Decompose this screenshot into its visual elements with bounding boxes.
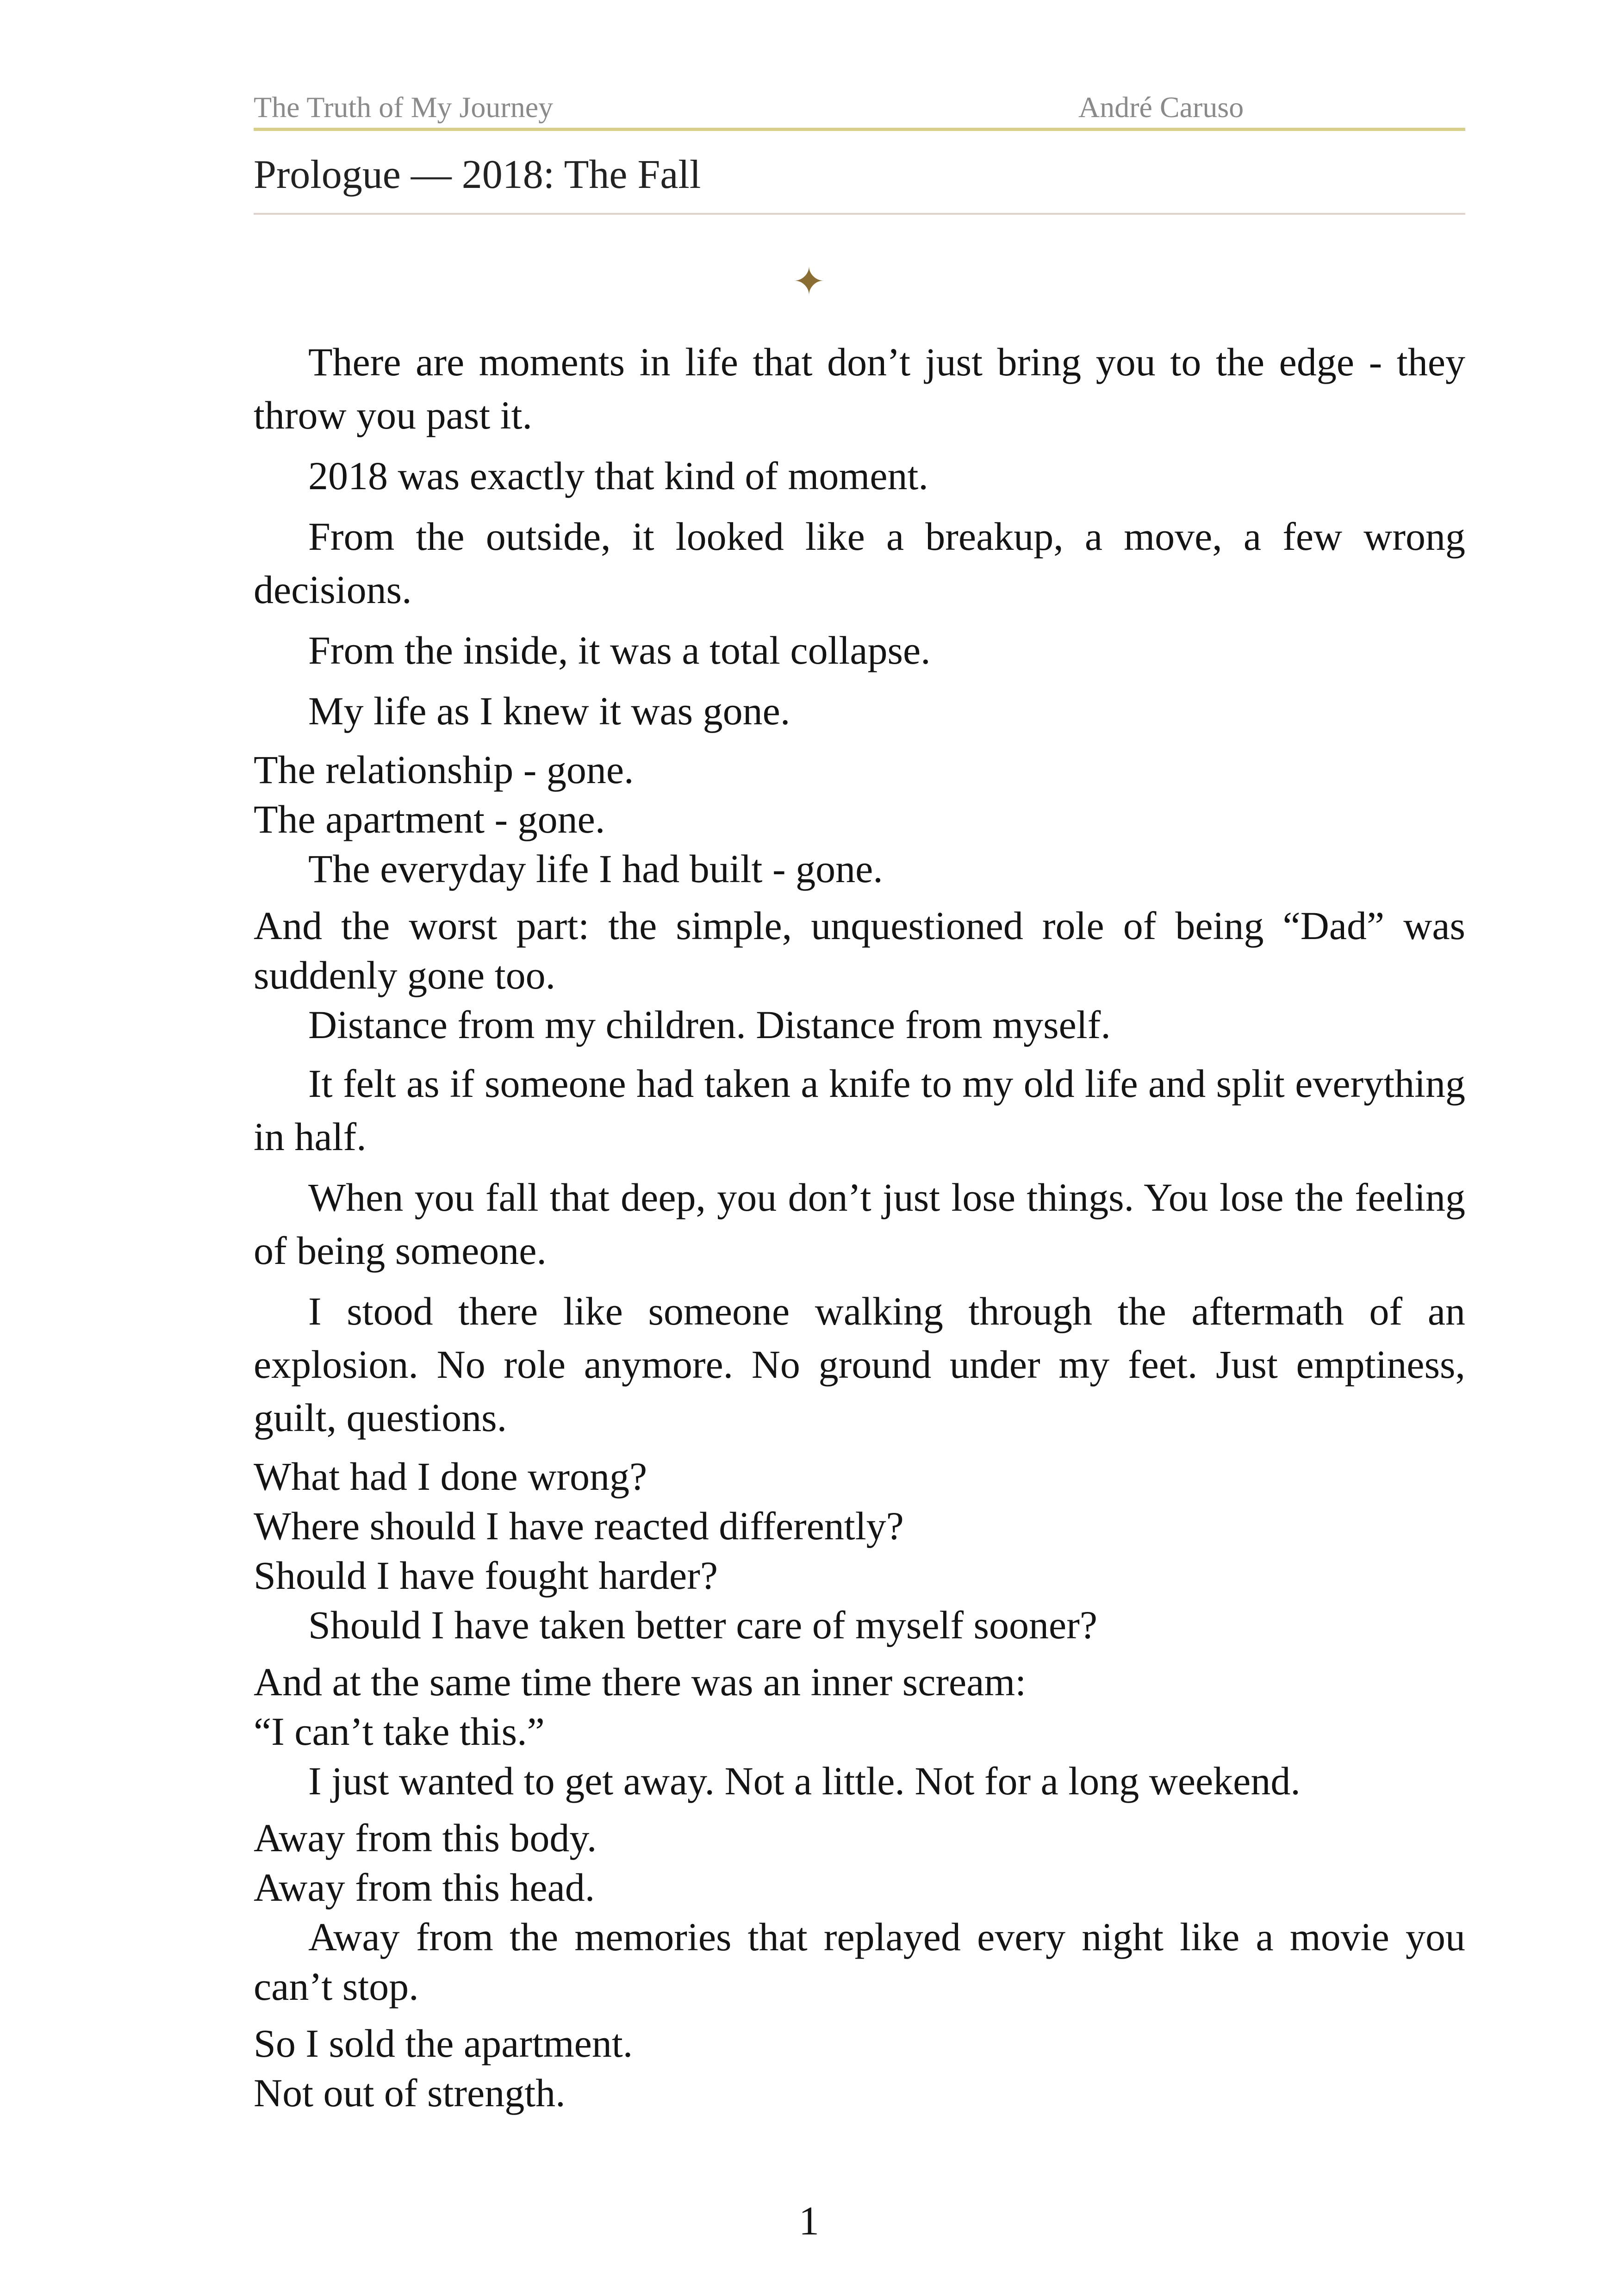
paragraph: The apartment - gone. xyxy=(254,797,605,841)
paragraph: Distance from my children. Distance from myself. xyxy=(308,1002,1111,1047)
paragraph: The relationship - gone. xyxy=(254,747,634,792)
paragraph: 2018 was exactly that kind of moment. xyxy=(308,454,928,498)
paragraph: Away from this body. xyxy=(254,1816,597,1860)
paragraph: I stood there like someone walking through the aftermath of an explosion. No role anymore. No ground under my feet. Just emptiness, guilt, questions. xyxy=(254,1289,1465,1440)
chapter-title: Prologue — 2018: The Fall xyxy=(254,147,1465,215)
paragraph: Away from this head. xyxy=(254,1865,595,1910)
paragraph: What had I done wrong? xyxy=(254,1454,647,1499)
paragraph: And at the same time there was an inner scream: xyxy=(254,1660,1027,1704)
book-title: The Truth of My Journey xyxy=(254,91,554,124)
paragraph: Should I have fought harder? xyxy=(254,1553,718,1598)
paragraph: From the outside, it looked like a breakup, a move, a few wrong decisions. xyxy=(254,514,1465,612)
paragraph: Where should I have reacted differently? xyxy=(254,1504,904,1548)
paragraph: From the inside, it was a total collapse. xyxy=(308,628,931,672)
paragraph: I just wanted to get away. Not a little. Not for a long weekend. xyxy=(308,1759,1301,1803)
running-header xyxy=(254,87,1465,131)
paragraph: So I sold the apartment. xyxy=(254,2021,633,2066)
paragraph: When you fall that deep, you don’t just lose things. You lose the feeling of being someone. xyxy=(254,1175,1465,1273)
star-ornament-icon: ✦ xyxy=(792,261,826,304)
paragraph: “I can’t take this.” xyxy=(254,1709,545,1754)
paragraph: Should I have taken better care of myself sooner? xyxy=(308,1603,1098,1647)
paragraph: It felt as if someone had taken a knife to my old life and split everything in half. xyxy=(254,1061,1465,1159)
paragraph: Away from the memories that replayed every night like a movie you can’t stop. xyxy=(254,1915,1465,2009)
paragraph: Not out of strength. xyxy=(254,2071,566,2115)
page-number: 1 xyxy=(799,2199,819,2244)
paragraph: The everyday life I had built - gone. xyxy=(308,846,883,891)
paragraph: My life as I knew it was gone. xyxy=(308,689,790,733)
paragraph: And the worst part: the simple, unquestioned role of being “Dad” was suddenly gone too. xyxy=(254,903,1465,997)
paragraph: There are moments in life that don’t just bring you to the edge - they throw you past it. xyxy=(254,340,1465,437)
body-text xyxy=(254,336,1465,2118)
author-name: André Caruso xyxy=(1078,91,1244,124)
